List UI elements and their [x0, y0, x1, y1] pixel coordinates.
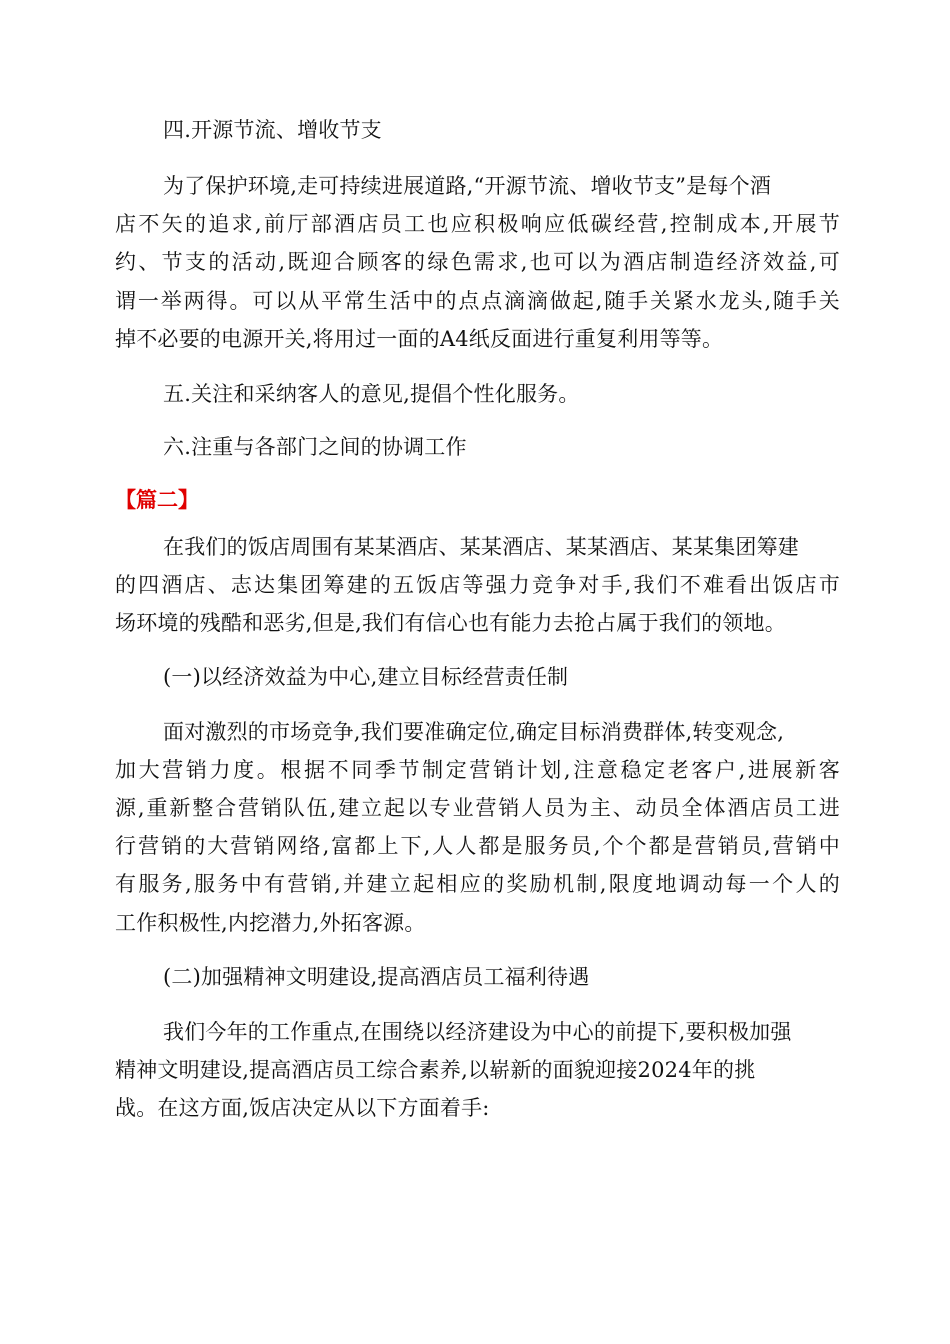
section4-paragraph-line-5: 掉不必要的电源开关,将用过一面的A4纸反面进行重复利用等等。 [115, 327, 724, 351]
section4-paragraph-line-3: 约、节支的活动,既迎合顾客的绿色需求,也可以为酒店制造经济效益,可 [115, 250, 840, 274]
sub2-paragraph-line-3: 战。在这方面,饭店决定从以下方面着手: [115, 1096, 490, 1120]
part2-intro-line-1: 在我们的饭店周围有某某酒店、某某酒店、某某酒店、某某集团筹建 [163, 535, 799, 559]
section4-paragraph-line-4: 谓一举两得。可以从平常生活中的点点滴滴做起,随手关紧水龙头,随手关 [115, 289, 840, 313]
section4-heading: 四.开源节流、增收节支 [163, 118, 382, 142]
sub2-paragraph-line-1: 我们今年的工作重点,在围绕以经济建设为中心的前提下,要积极加强 [163, 1020, 792, 1044]
part2-intro-line-2: 的四酒店、志达集团筹建的五饭店等强力竞争对手,我们不难看出饭店市 [115, 573, 840, 597]
sub1-paragraph-line-6: 工作积极性,内挖潜力,外拓客源。 [115, 911, 426, 935]
section5-heading: 五.关注和采纳客人的意见,提倡个性化服务。 [163, 382, 580, 406]
section4-paragraph-line-1: 为了保护环境,走可持续进展道路,“开源节流、增收节支”是每个酒 [163, 174, 772, 198]
sub1-heading: (一)以经济效益为中心,建立目标经营责任制 [163, 665, 569, 689]
sub1-paragraph-line-4: 行营销的大营销网络,富都上下,人人都是服务员,个个都是营销员,营销中 [115, 834, 840, 858]
sub1-paragraph-line-5: 有服务,服务中有营销,并建立起相应的奖励机制,限度地调动每一个人的 [115, 872, 840, 896]
sub1-paragraph-line-2: 加大营销力度。根据不同季节制定营销计划,注意稳定老客户,进展新客 [115, 758, 840, 782]
sub2-paragraph-line-2: 精神文明建设,提高酒店员工综合素养,以崭新的面貌迎接2024年的挑 [115, 1058, 756, 1082]
section4-paragraph-line-2: 店不矢的追求,前厅部酒店员工也应积极响应低碳经营,控制成本,开展节 [115, 212, 840, 236]
sub1-paragraph-line-1: 面对激烈的市场竞争,我们要准确定位,确定目标消费群体,转变观念, [163, 720, 785, 744]
sub1-paragraph-line-3: 源,重新整合营销队伍,建立起以专业营销人员为主、动员全体酒店员工进 [115, 796, 840, 820]
part2-intro-line-3: 场环境的残酷和恶劣,但是,我们有信心也有能力去抢占属于我们的领地。 [115, 611, 786, 635]
section6-heading: 六.注重与各部门之间的协调工作 [163, 435, 467, 459]
part2-label: 【篇二】 [115, 488, 199, 512]
sub2-heading: (二)加强精神文明建设,提高酒店员工福利待遇 [163, 965, 590, 989]
